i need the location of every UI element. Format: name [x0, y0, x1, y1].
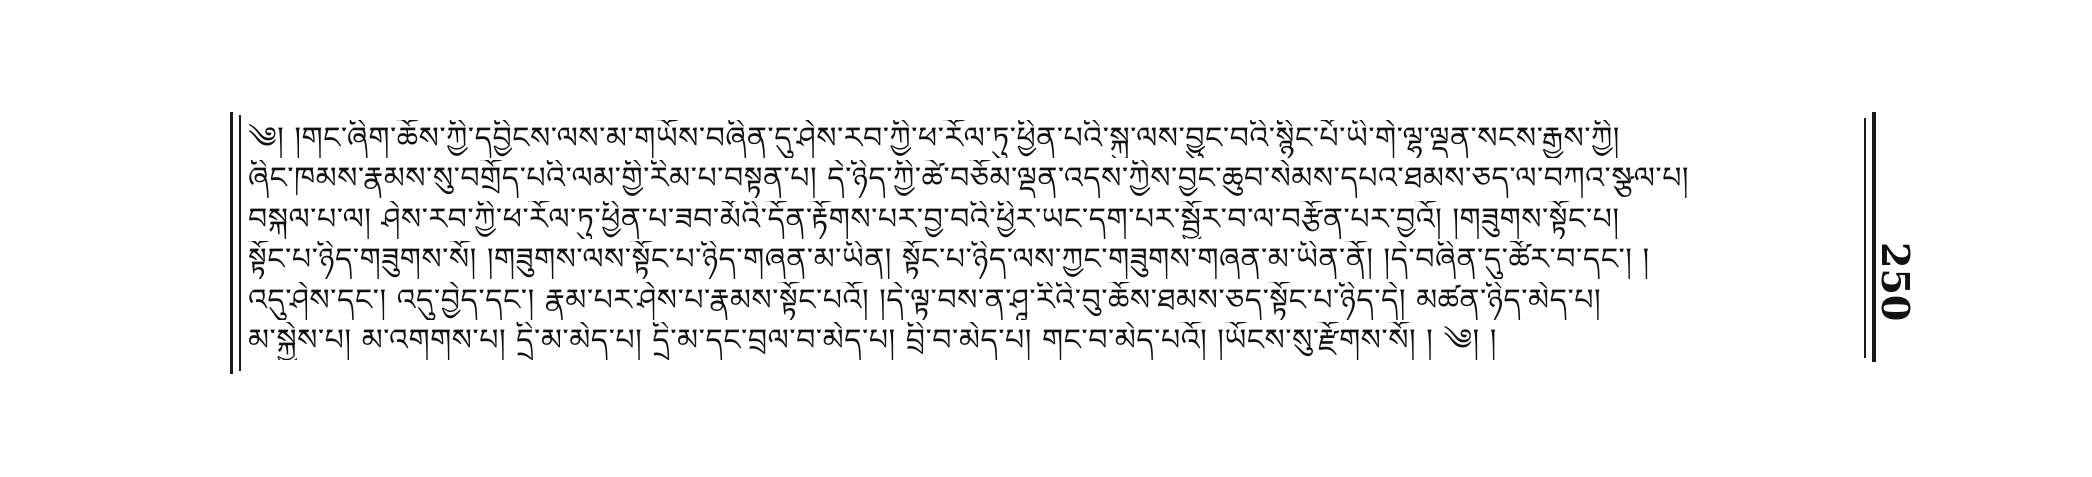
left-outer-rule — [230, 112, 233, 374]
text-line-3: བསྐལ་པ་ལ། ཤེས་རབ་ཀྱི་ཕ་རོལ་ཏུ་ཕྱིན་པ་ཟབ་མོའི་དོན་རྟོགས་པར་བྱ་བའི་ཕྱིར་ཡང་དག་པར་སྦྱོར་བ་ལ་བརྩོན་པར་བྱའོ། །གཟུགས་སྟོང་པ། — [248, 201, 1620, 237]
folio-number: 250 — [1873, 242, 1918, 322]
left-inner-rule — [239, 115, 241, 371]
right-outer-rule — [1872, 112, 1876, 362]
right-inner-rule — [1864, 118, 1866, 358]
text-line-1: ༄། །གང་ཞིག་ཆོས་ཀྱི་དབྱིངས་ལས་མ་གཡོས་བཞིན་དུ་ཤེས་རབ་ཀྱི་ཕ་རོལ་ཏུ་ཕྱིན་པའི་སྐུ་ལས་བྱུང་བའི་སྙིང་པོ་ཡི་གེ་ལྷ་ལྡན་སངས་རྒྱས་ཀྱི། — [248, 121, 1620, 156]
text-line-2: ཞིང་ཁམས་རྣམས་སུ་བགྲོད་པའི་ལམ་གྱི་རིམ་པ་བསྟན་པ། དེ་ཉིད་ཀྱི་ཚེ་བཅོམ་ལྡན་འདས་ཀྱིས་བྱང་ཆུབ་སེམས་དཔའ་ཐམས་ཅད་ལ་བཀའ་སྩལ་པ། — [248, 161, 1690, 197]
text-line-4: སྟོང་པ་ཉིད་གཟུགས་སོ། །གཟུགས་ལས་སྟོང་པ་ཉིད་གཞན་མ་ཡིན། སྟོང་པ་ཉིད་ལས་ཀྱང་གཟུགས་གཞན་མ་ཡིན་ནོ། །དེ་བཞིན་དུ་ཚོར་བ་དང་། ། — [248, 242, 1650, 278]
text-line-6: མ་སྐྱེས་པ། མ་འགགས་པ། དྲི་མ་མེད་པ། དྲི་མ་དང་བྲལ་བ་མེད་པ། བྲི་བ་མེད་པ། གང་བ་མེད་པའོ། །ཡོངས་སུ་རྫོགས་སོ། ། ༄། ། — [248, 322, 1497, 358]
tibetan-text-block — [248, 120, 1858, 360]
text-line-5: འདུ་ཤེས་དང་། འདུ་བྱེད་དང་། རྣམ་པར་ཤེས་པ་རྣམས་སྟོང་པའོ། །དེ་ལྟ་བས་ན་ཤཱ་རིའི་བུ་ཆོས་ཐམས་ཅད་སྟོང་པ་ཉིད་དེ། མཚན་ཉིད་མེད་པ། — [248, 282, 1602, 318]
